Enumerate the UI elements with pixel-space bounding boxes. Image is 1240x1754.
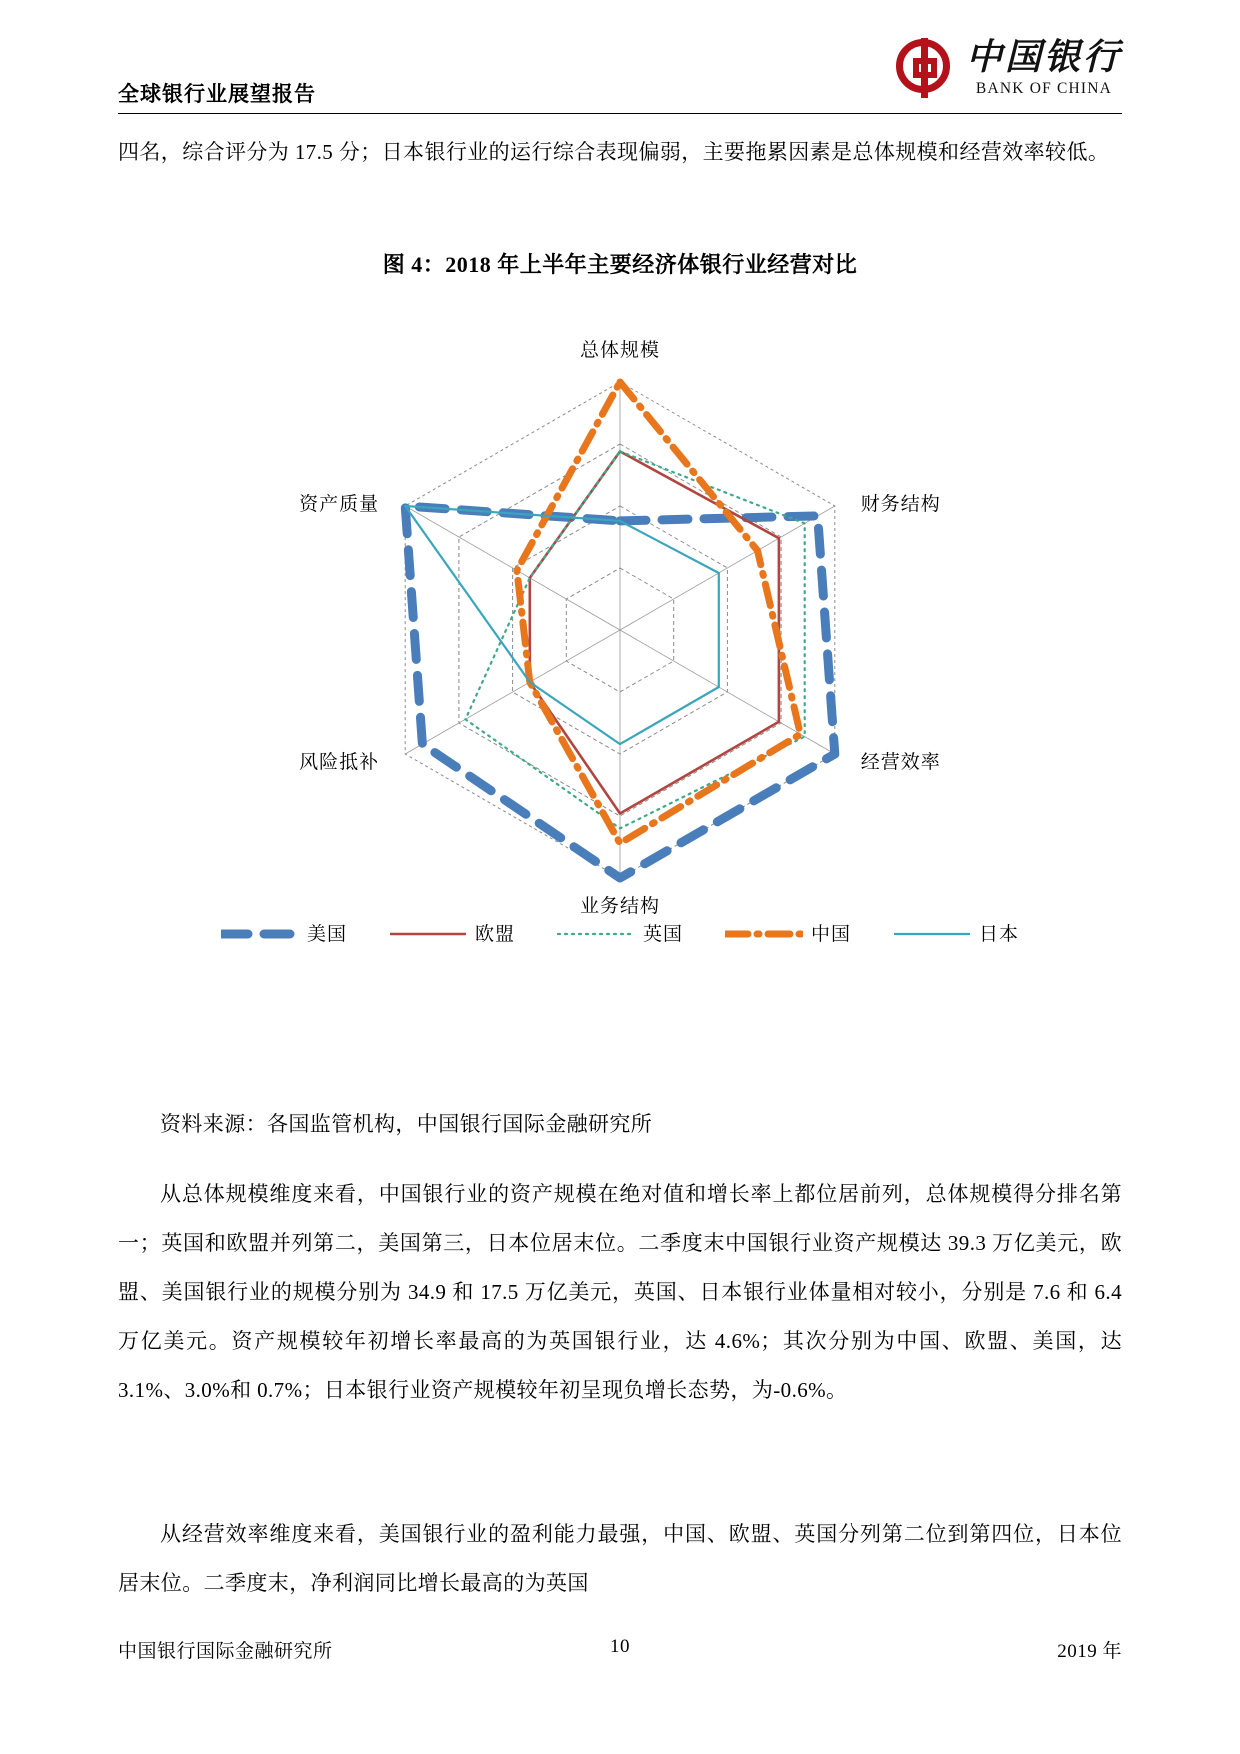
- legend-swatch-icon: [557, 925, 635, 939]
- figure-source-line: 资料来源：各国监管机构，中国银行国际金融研究所: [160, 1112, 653, 1136]
- radar-chart: [180, 300, 1060, 940]
- legend-label: 英国: [642, 923, 683, 945]
- page-footer: [118, 1636, 1122, 1663]
- radar-series-欧盟: [530, 451, 779, 813]
- radar-series-日本: [405, 506, 719, 744]
- bank-of-china-logo: [894, 28, 1122, 108]
- logo-chinese-name: 中国银行: [965, 37, 1122, 78]
- legend-swatch-icon: [725, 925, 803, 939]
- footer-year: 2019 年: [1057, 1641, 1122, 1662]
- footer-page-number: 10: [610, 1636, 630, 1657]
- legend-label: 欧盟: [474, 923, 515, 945]
- legend-swatch-icon: [389, 925, 467, 939]
- paragraph-operating-efficiency: 从经营效率维度来看，美国银行业的盈利能力最强，中国、欧盟、英国分列第二位到第四位，日本位居末位。二季度末，净利润同比增长最高的为英国: [118, 1522, 1122, 1595]
- radar-axis-label: 风险抵补: [299, 752, 380, 773]
- legend-label: 日本: [979, 923, 1020, 945]
- logo-english-name: BANK OF CHINA: [975, 80, 1113, 98]
- paragraph-top: 四名，综合评分为 17.5 分；日本银行业的运行综合表现偏弱，主要拖累因素是总体规模和经营效率较低。: [118, 140, 1110, 164]
- legend-swatch-icon: [893, 925, 971, 939]
- page-header: [118, 28, 1122, 114]
- legend-swatch-icon: [221, 925, 299, 939]
- radar-chart-svg: [180, 300, 1060, 940]
- logo-text-block: [966, 39, 1122, 97]
- legend-item-欧盟[interactable]: [389, 919, 515, 946]
- footer-institute: 中国银行国际金融研究所: [118, 1641, 333, 1662]
- radar-series-英国: [465, 451, 804, 828]
- radar-axis-label: 资产质量: [299, 494, 380, 515]
- legend-item-日本[interactable]: [893, 919, 1019, 946]
- legend-label: 中国: [811, 923, 852, 945]
- radar-axis-label: 总体规模: [579, 340, 661, 361]
- legend-label: 美国: [306, 923, 347, 945]
- header-title: 全球银行业展望报告: [118, 82, 316, 106]
- radar-axis-label: 业务结构: [579, 896, 661, 917]
- header-divider: [118, 113, 1122, 114]
- legend-item-美国[interactable]: [221, 919, 347, 946]
- chart-legend: [180, 912, 1060, 952]
- legend-item-中国[interactable]: [725, 919, 851, 946]
- figure-caption: 图 4：2018 年上半年主要经济体银行业经营对比: [382, 252, 858, 277]
- legend-item-英国[interactable]: [557, 919, 683, 946]
- radar-axis-label: 财务结构: [860, 494, 941, 515]
- radar-axis-label: 经营效率: [860, 752, 941, 773]
- radar-series-中国: [517, 382, 801, 843]
- paragraph-total-scale: 从总体规模维度来看，中国银行业的资产规模在绝对值和增长率上都位居前列，总体规模得分排名第一；英国和欧盟并列第二，美国第三，日本位居末位。二季度末中国银行业资产规模达 39.3 万亿美元，欧盟、美国银行业的规模分别为 34.9 和 17.5 万亿美元，英国、日本银行业体量相对较小，分别是 7.6 和 6.4 万亿美元。资产规模较年初增长率最高的为英国银行业，达 4.6%；其次分别为中国、欧盟、美国，达 3.1%、3.0%和 0.7%；日本银行业资产规模较年初呈现负增长态势，为-0.6%。: [118, 1182, 1122, 1402]
- boc-ring-icon: [894, 37, 956, 99]
